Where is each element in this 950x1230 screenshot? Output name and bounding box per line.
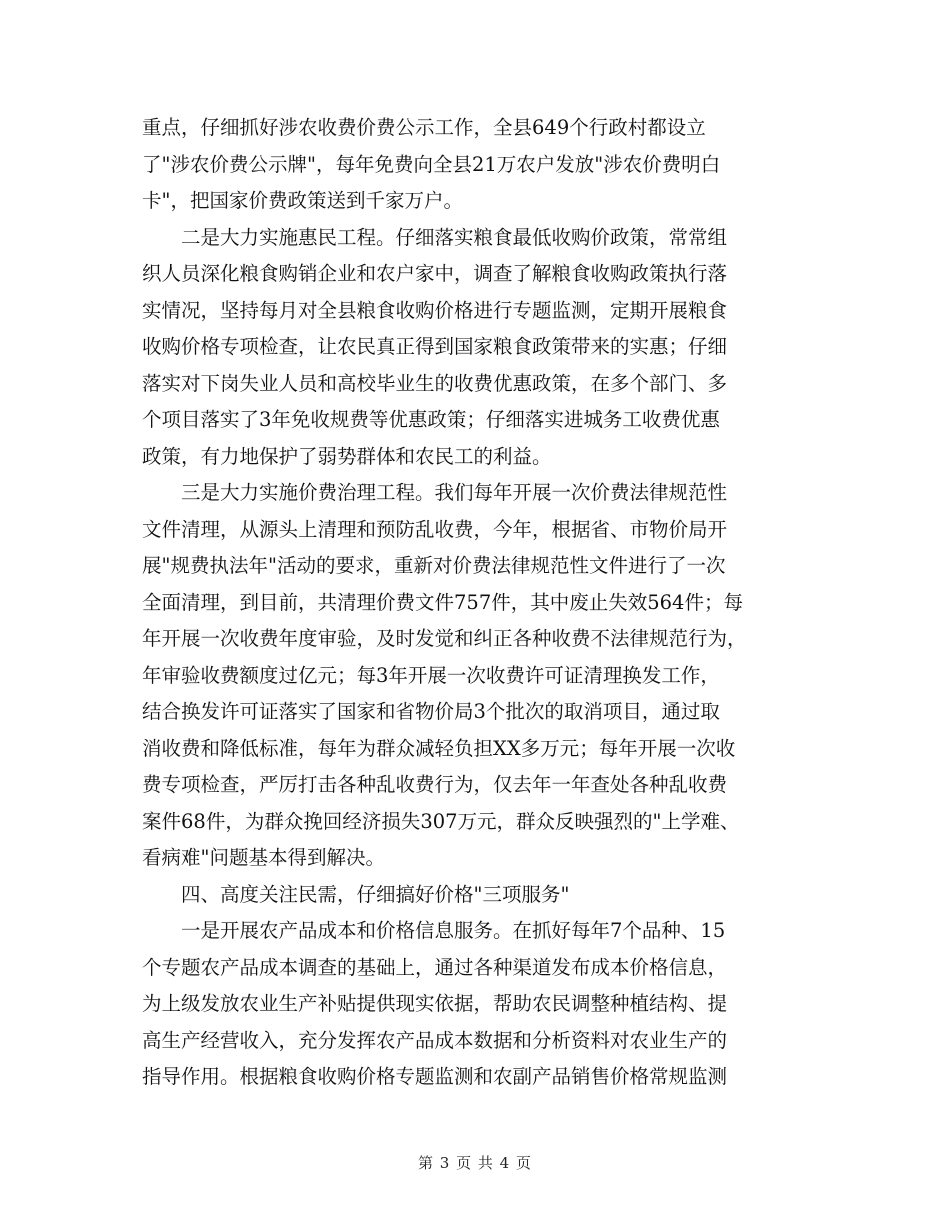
text-line: 全面清理，到目前，共清理价费文件757件，其中废止失效564件；每 bbox=[142, 590, 743, 614]
text-line: 指导作用。根据粮食收购价格专题监测和农副产品销售价格常规监测 bbox=[142, 1065, 728, 1088]
text-line: 三是大力实施价费治理工程。我们每年开展一次价费法律规范性 bbox=[142, 481, 728, 504]
text-line: 一是开展农产品成本和价格信息服务。在抓好每年7个品种、15 bbox=[142, 919, 726, 942]
text-line: 结合换发许可证落实了国家和省物价局3个批次的取消项目，通过取 bbox=[142, 700, 720, 723]
text-line: 个项目落实了3年免收规费等优惠政策；仔细落实进城务工收费优惠 bbox=[142, 408, 720, 431]
text-line: 看病难"问题基本得到解决。 bbox=[142, 846, 385, 869]
section-heading: 四、高度关注民需，仔细搞好价格"三项服务" bbox=[142, 882, 570, 906]
text-line: 费专项检查，严厉打击各种乱收费行为，仅去年一年查处各种乱收费 bbox=[142, 773, 728, 796]
text-line: 高生产经营收入，充分发挥农产品成本数据和分析资料对农业生产的 bbox=[142, 1028, 728, 1052]
text-line: 实情况，坚持每月对全县粮食收购价格进行专题监测，定期开展粮食 bbox=[142, 298, 728, 322]
text-line: 案件68件，为群众挽回经济损失307万元，群众反映强烈的"上学难、 bbox=[142, 809, 740, 833]
text-line: 落实对下岗失业人员和高校毕业生的收费优惠政策，在多个部门、多 bbox=[142, 371, 728, 395]
text-line: 个专题农产品成本调查的基础上，通过各种渠道发布成本价格信息， bbox=[142, 955, 728, 979]
text-line: 年开展一次收费年度审验，及时发觉和纠正各种收费不法律规范行为， bbox=[142, 627, 747, 650]
page-number-footer: 第 3 页 共 4 页 bbox=[418, 1154, 532, 1172]
text-line: 收购价格专项检查，让农民真正得到国家粮食政策带来的实惠；仔细 bbox=[142, 335, 728, 358]
text-line: 年审验收费额度过亿元；每3年开展一次收费许可证清理换发工作， bbox=[142, 663, 720, 687]
text-line: 消收费和降低标准，每年为群众减轻负担XX多万元；每年开展一次收 bbox=[142, 736, 736, 760]
document-body bbox=[142, 110, 804, 1096]
text-line: 卡"，把国家价费政策送到千家万户。 bbox=[142, 189, 463, 212]
text-line: 二是大力实施惠民工程。仔细落实粮食最低收购价政策，常常组 bbox=[142, 225, 728, 249]
text-line: 政策，有力地保护了弱势群体和农民工的利益。 bbox=[142, 444, 552, 468]
text-line: 文件清理，从源头上清理和预防乱收费，今年，根据省、市物价局开 bbox=[142, 517, 728, 541]
text-line: 了"涉农价费公示牌"，每年免费向全县21万农户发放"涉农价费明白 bbox=[142, 152, 721, 176]
text-line: 织人员深化粮食购销企业和农户家中，调查了解粮食收购政策执行落 bbox=[142, 262, 728, 285]
text-line: 重点，仔细抓好涉农收费价费公示工作，全县649个行政村都设立 bbox=[142, 116, 706, 139]
text-line: 为上级发放农业生产补贴提供现实依据，帮助农民调整种植结构、提 bbox=[142, 992, 728, 1015]
text-line: 展"规费执法年"活动的要求，重新对价费法律规范性文件进行了一次 bbox=[142, 554, 726, 577]
